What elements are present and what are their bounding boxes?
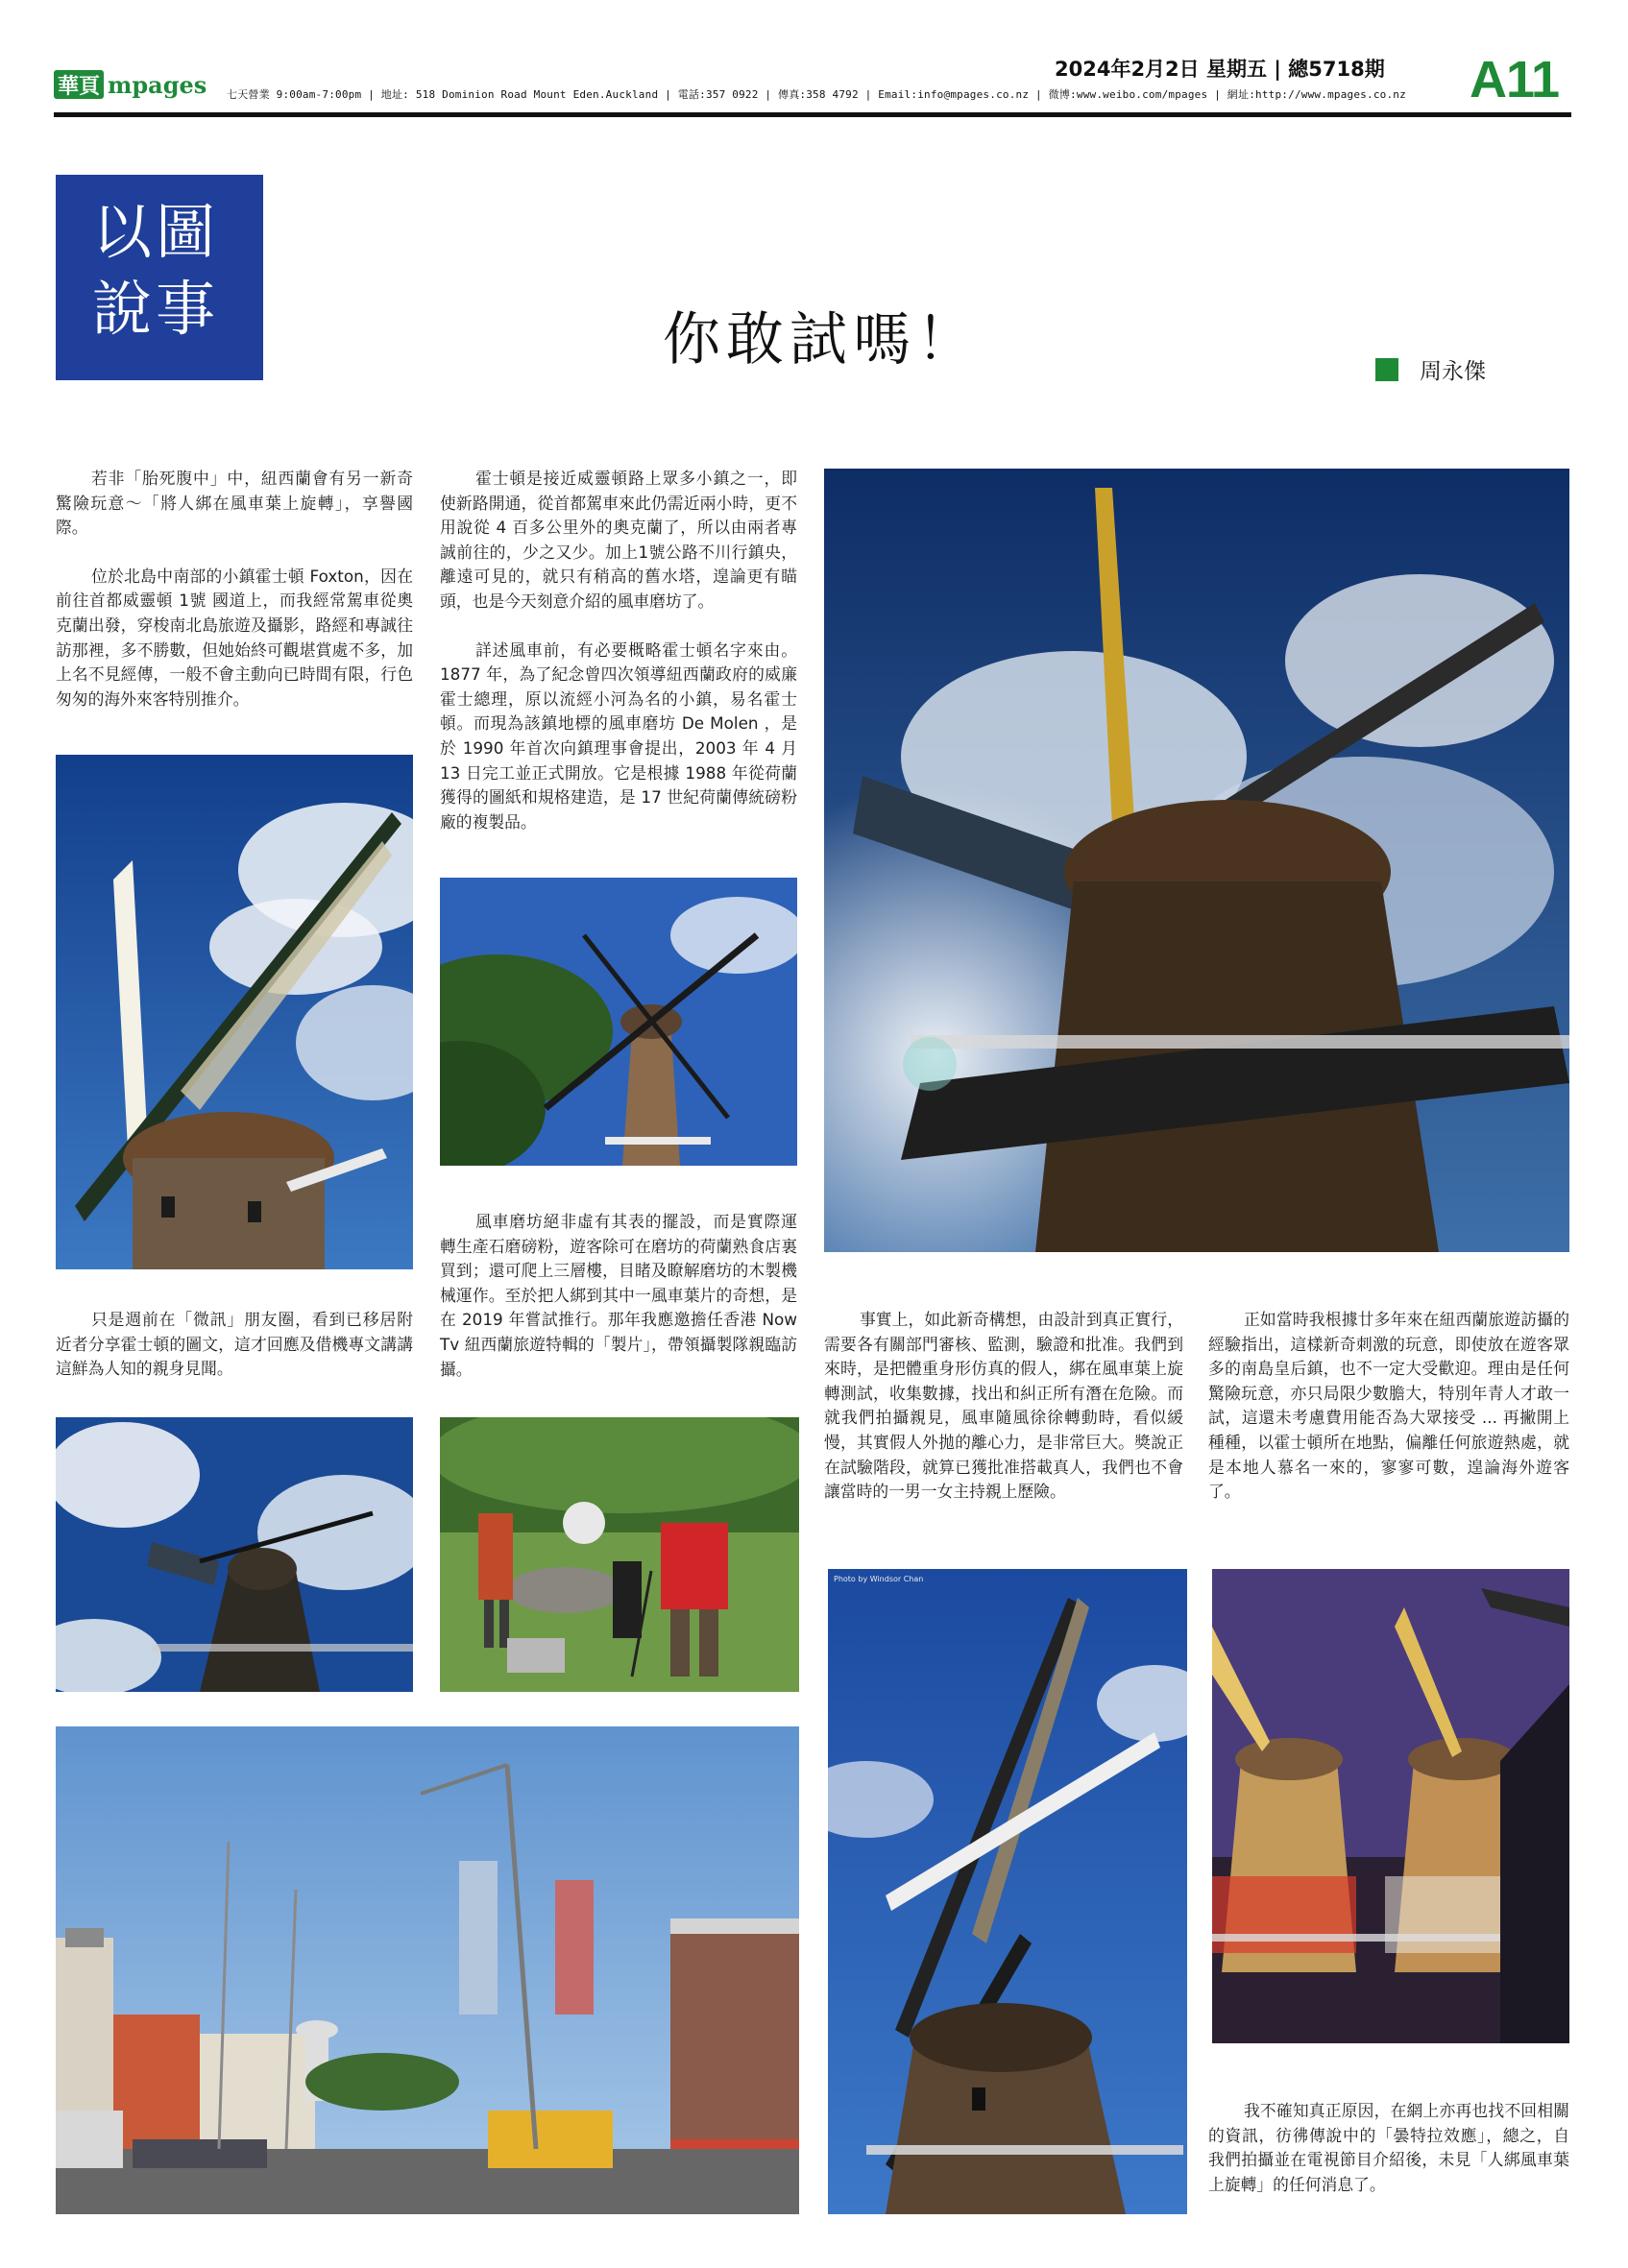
- text-block-5: [824, 1308, 1183, 1505]
- windmill-with-trees-photo: [440, 878, 797, 1166]
- windmill-low-angle-large-photo: [824, 469, 1569, 1252]
- windmill-dark-silhouette-photo: [56, 1417, 413, 1692]
- windmill-sails-closeup-photo: [56, 755, 413, 1269]
- paragraph: 正如當時我根據廿多年來在紐西蘭旅遊訪攝的經驗指出，這樣新奇刺激的玩意，即使放在遊客眾多的南島皇后鎮，也不一定大受歡迎。理由是任何驚險玩意，亦只局限少數膽大，特別年青人才敢一試，這還未考慮費用能否為大眾接受 ... 再撇開上種種，以霍士頓所在地點，偏離任何旅遊熱處，就是本地人慕名一來的，寥寥可數，遑論海外遊客了。: [1208, 1310, 1569, 1502]
- masthead-rule: [54, 112, 1571, 117]
- paragraph: 風車磨坊絕非虛有其表的擺設，而是實際運轉生產石磨磅粉，遊客除可在磨坊的荷蘭熟食店裏買到；還可爬上三層樓，目睹及瞭解磨坊的木製機械運作。至於把人綁到其中一風車葉片的奇想，是在 2019 年嘗試推行。那年我應邀擔任香港 Now Tv 紐西蘭旅遊特輯的「製片」，帶領攝製隊親臨訪攝。: [440, 1212, 797, 1379]
- paragraph: 霍士頓是接近威靈頓路上眾多小鎮之一，即使新路開通，從首都駕車來此仍需近兩小時，更不用說從 4 百多公里外的奧克蘭了，所以由兩者專誠前往的，少之又少。加上1號公路不川行鎮央，離遠可見的，就只有稍高的舊水塔，遑論更有瞄頭，也是今天刻意介紹的風車磨坊了。: [440, 469, 797, 611]
- text-block-7: [1208, 2099, 1569, 2197]
- byline-square-icon: [1375, 358, 1398, 381]
- contact-info-strip: 七天營業 9:00am-7:00pm | 地址: 518 Dominion Road Mount Eden.Auckland | 電話:357 0922 | 傳真:358 4792 | Email:info@mpages.co.nz | 微博:www.weibo.com/mpages | 網址:http://www.mpages.co.nz: [227, 88, 1406, 101]
- windmill-tall-sails-photo: [828, 1569, 1187, 2214]
- paragraph: 詳述風車前，有必要概略霍士頓名字來由。1877 年，為了紀念曾四次領導紐西蘭政府的威廉霍士總理，原以流經小河為名的小鎮，易名霍士頓。而現為該鎮地標的風車磨坊 De Molen ，是於 1990 年首次向鎮理事會提出，2003 年 4 月 13 日完工並正式開放。它是根據 1988 年從荷蘭獲得的圖紙和規格建造，是 17 世紀荷蘭傳統磅粉廠的複製品。: [440, 639, 797, 832]
- paragraph: 位於北島中南部的小鎮霍士頓 Foxton，因在前往首都威靈頓 1號 國道上，而我經常駕車從奧克蘭出發，穿梭南北島旅遊及攝影，路經和專誠往訪那裡，多不勝數，但她始終可觀堪賞處不多，加上名不見經傳，一般不會主動向已時間有限，行色匆匆的海外來客特別推介。: [56, 566, 413, 709]
- text-block-2: [440, 467, 797, 834]
- byline-author: 周永傑: [1420, 359, 1486, 384]
- film-crew-photo: [440, 1417, 799, 1692]
- windmill-night-lights-photo: [1212, 1569, 1569, 2043]
- paragraph: 我不確知真正原因，在網上亦再也找不回相關的資訊，彷彿傳說中的「曇特拉效應」，總之，自我們拍攝並在電視節目介紹後，未見「人綁風車葉上旋轉」的任何消息了。: [1208, 2101, 1569, 2194]
- photo-caption: Photo by Windsor Chan: [834, 1575, 924, 1583]
- column-title-line1: 以圖: [92, 197, 220, 267]
- paragraph: 事實上，如此新奇構想，由設計到真正實行，需要各有關部門審核、監測，驗證和批准。我們到來時，是把體重身形仿真的假人，綁在風車葉上旋轉測試，收集數據，找出和糾正所有潛在危險。而就我們拍攝親見，風車隨風徐徐轉動時，看似緩慢，其實假人外拋的離心力，是非常巨大。獎說正在試驗階段，就算已獲批准搭載真人，我們也不會讓當時的一男一女主持親上歷險。: [824, 1310, 1183, 1502]
- article-byline: [1375, 353, 1486, 385]
- foxton-main-street-photo: [56, 1726, 799, 2214]
- text-block-4: [440, 1210, 797, 1382]
- column-title-line2: 說事: [92, 274, 220, 344]
- column-title-box: [56, 175, 263, 380]
- masthead-logo: [54, 67, 217, 102]
- text-block-6: [1208, 1308, 1569, 1505]
- text-block-3: [56, 1308, 413, 1382]
- logo-mark: 華頁: [54, 70, 104, 99]
- text-block-1: [56, 467, 413, 712]
- paragraph: 只是週前在「微訊」朋友圈，看到已移居附近者分享霍士頓的圖文，這才回應及借機專文講講這鮮為人知的親身見聞。: [56, 1310, 413, 1379]
- paragraph: 若非「胎死腹中」中，紐西蘭會有另一新奇驚險玩意～「將人綁在風車葉上旋轉」，享譽國際。: [56, 469, 413, 538]
- article-headline: 你敢試嗎！: [663, 306, 980, 374]
- logo-text: mpages: [108, 70, 207, 99]
- issue-dateline: 2024年2月2日 星期五 | 總5718期: [1055, 58, 1385, 81]
- page-number: A11: [1470, 51, 1560, 109]
